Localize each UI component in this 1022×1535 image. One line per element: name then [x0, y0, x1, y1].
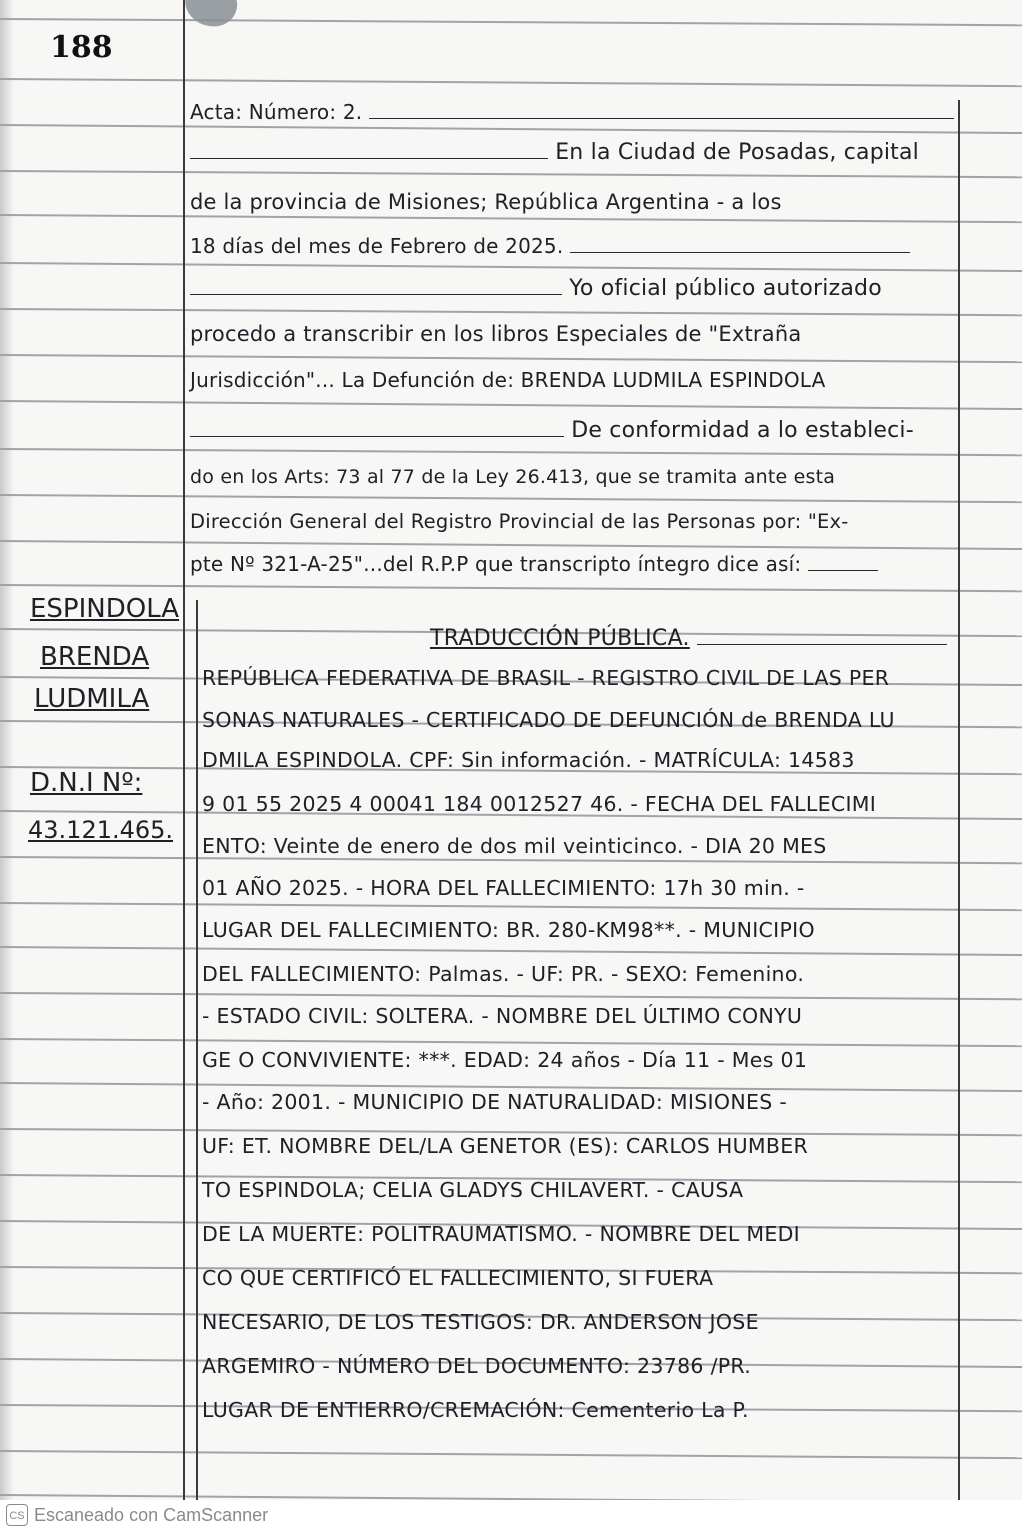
translation-title-text: TRADUCCIÓN PÚBLICA. [430, 626, 690, 651]
translation-line: DEL FALLECIMIENTO: Palmas. - UF: PR. - SEXO: Femenino. [202, 962, 805, 986]
ruled-line [0, 262, 1022, 272]
margin-line [183, 0, 185, 1500]
acta-line [190, 552, 878, 576]
translation-line: SONAS NATURALES - CERTIFICADO DE DEFUNCIÓN de BRENDA LU [202, 708, 895, 732]
margin-line-inner [196, 600, 198, 1500]
acta-line: procedo a transcribir en los libros Especiales de "Extraña [190, 322, 802, 346]
translation-line: 9 01 55 2025 4 00041 184 0012527 46. - FECHA DEL FALLECIMI [202, 792, 877, 816]
acta-header-text: Acta: Número: 2. [190, 100, 363, 124]
acta-line: Jurisdicción"... La Defunción de: BRENDA LUDMILA ESPINDOLA [190, 368, 826, 392]
translation-line: DE LA MUERTE: POLITRAUMATISMO. - NOMBRE DEL MEDI [202, 1222, 801, 1246]
acta-line [190, 276, 882, 301]
fill-line [808, 570, 878, 571]
translation-title [430, 626, 947, 651]
scanner-footer [6, 1503, 268, 1527]
margin-surname: ESPINDOLA [30, 594, 180, 624]
binder-clip [179, 0, 242, 33]
acta-line-text: pte Nº 321-A-25"...del R.P.P que transcripto íntegro dice así: [190, 552, 802, 576]
translation-line: ENTO: Veinte de enero de dos mil veinticinco. - DIA 20 MES [202, 834, 827, 858]
ruled-line [0, 448, 1022, 456]
translation-line: GE O CONVIVIENTE: ***. EDAD: 24 años - Día 11 - Mes 01 [202, 1048, 808, 1072]
page-number: 188 [50, 30, 113, 65]
acta-line-text: En la Ciudad de Posadas, capital [555, 140, 919, 165]
translation-line: REPÚBLICA FEDERATIVA DE BRASIL - REGISTRO CIVIL DE LAS PER [202, 666, 890, 690]
margin-first-name: BRENDA [40, 642, 150, 672]
fill-line [190, 294, 562, 295]
acta-line: Dirección General del Registro Provincial de las Personas por: "Ex- [190, 510, 849, 533]
translation-line: UF: ET. NOMBRE DEL/LA GENETOR (ES): CARLOS HUMBER [202, 1134, 809, 1158]
page-shadow [0, 0, 14, 1500]
translation-line: 01 AÑO 2025. - HORA DEL FALLECIMIENTO: 17h 30 min. - [202, 876, 805, 900]
translation-line: ARGEMIRO - NÚMERO DEL DOCUMENTO: 23786 /PR. [202, 1354, 752, 1378]
acta-line: de la provincia de Misiones; República Argentina - a los [190, 190, 782, 214]
ruled-line [0, 18, 1022, 26]
ruled-line [0, 1038, 1022, 1047]
acta-line [190, 418, 914, 443]
margin-middle-name: LUDMILA [34, 684, 150, 714]
ruled-line [0, 584, 1022, 592]
fill-line [190, 158, 548, 159]
translation-line: - Año: 2001. - MUNICIPIO DE NATURALIDAD: MISIONES - [202, 1090, 788, 1114]
fill-line [190, 436, 564, 437]
ruled-line [0, 1450, 1022, 1459]
fill-line [369, 118, 954, 119]
fill-line [697, 644, 947, 645]
ruled-line [0, 540, 1022, 550]
translation-line: LUGAR DE ENTIERRO/CREMACIÓN: Cementerio La P. [202, 1398, 749, 1422]
acta-line [190, 140, 919, 165]
translation-line: LUGAR DEL FALLECIMIENTO: BR. 280-KM98**. - MUNICIPIO [202, 918, 815, 942]
ruled-line [0, 400, 1022, 410]
ruled-line [0, 124, 1022, 134]
ruled-line [0, 1494, 1022, 1500]
acta-line-text: 18 días del mes de Febrero de 2025. [190, 234, 564, 258]
acta-line [190, 234, 910, 258]
translation-line: TO ESPINDOLA; CELIA GLADYS CHILAVERT. - CAUSA [202, 1178, 744, 1202]
ruled-line [0, 494, 1022, 503]
margin-dni-number: 43.121.465. [28, 816, 174, 844]
translation-line: DMILA ESPINDOLA. CPF: Sin información. - MATRÍCULA: 14583 [202, 748, 855, 772]
ruled-line [0, 992, 1022, 1000]
translation-line: - ESTADO CIVIL: SOLTERA. - NOMBRE DEL ÚLTIMO CONYU [202, 1004, 803, 1028]
camscanner-icon: CS [6, 1504, 28, 1526]
ruled-line [0, 946, 1022, 956]
ruled-line [0, 214, 1022, 223]
translation-line: NECESARIO, DE LOS TESTIGOS: DR. ANDERSON JOSE [202, 1310, 759, 1334]
ruled-line [0, 308, 1022, 316]
margin-line-right [958, 100, 960, 1500]
scanner-label: Escaneado con CamScanner [34, 1504, 269, 1525]
ruled-line [0, 902, 1022, 911]
translation-line: CO QUE CERTIFICÓ EL FALLECIMIENTO, SI FUERA [202, 1266, 714, 1290]
ruled-line [0, 78, 1022, 87]
acta-line-text: Yo oficial público autorizado [569, 276, 882, 301]
ruled-line [0, 170, 1022, 178]
acta-header [190, 100, 954, 124]
acta-line: do en los Arts: 73 al 77 de la Ley 26.413, que se tramita ante esta [190, 466, 836, 488]
acta-line-text: De conformidad a lo estableci- [571, 418, 914, 443]
fill-line [570, 252, 910, 253]
ruled-line [0, 354, 1022, 363]
margin-dni-label: D.N.I Nº: [30, 768, 143, 798]
